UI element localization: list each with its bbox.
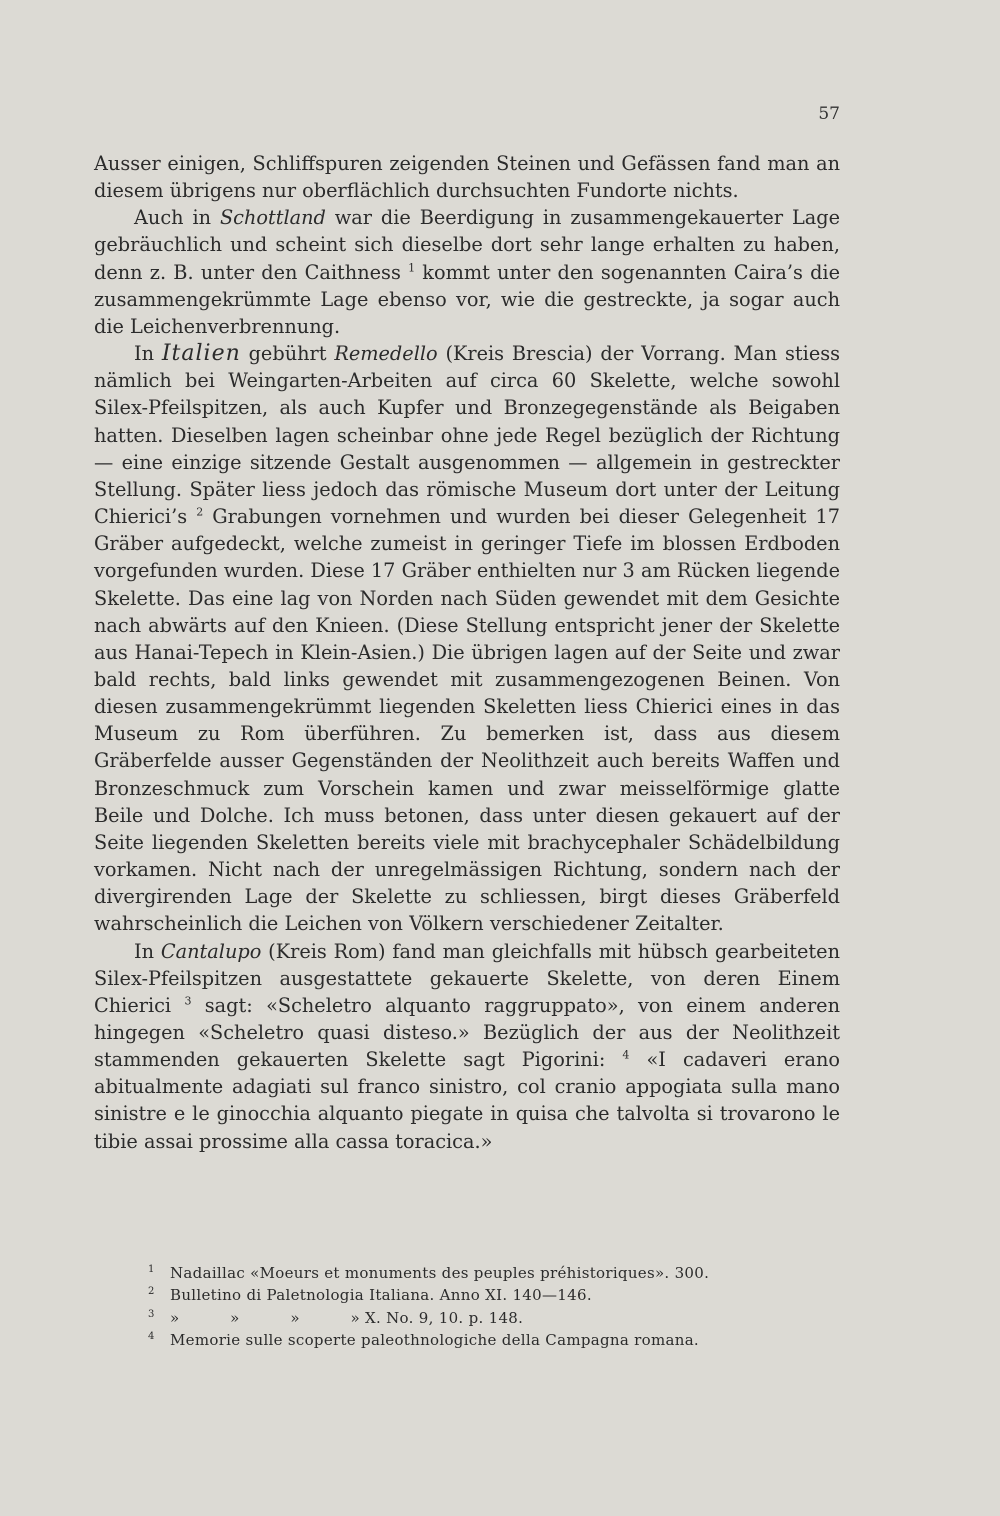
- text-run: Auch in: [134, 206, 220, 230]
- text-run: «I cadaveri erano abitualmente adagiati sul franco sinistro, col cranio appogiata sulla mano sinistre e le ginocchia alquanto piegate in quisa che talvolta si trovarono le tibie assai prossime alla cassa toracica.»: [94, 1048, 840, 1153]
- text-run: Grabungen vornehmen und wurden bei dieser Gelegenheit 17 Gräber aufgedeckt, welche zumeist in geringer Tiefe im blossen Erdboden vorgefunden wurden. Diese 17 Gräber enthielten nur 3 am Rücken liegende Skelette. Das eine lag von Norden nach Süden gewendet mit dem Gesichte nach abwärts auf den Knieen. (Diese Stellung entspricht jener der Skelette aus Hanai-Tepech in Klein-Asien.) Die übrigen lagen auf der Seite und zwar bald rechts, bald links gewendet mit zusammengezogenen Beinen. Von diesen zusammengekrümmt liegenden Skeletten liess Chierici eines in das Museum zu Rom überführen. Zu bemerken ist, dass aus diesem Gräberfelde ausser Gegenständen der Neolithzeit auch bereits Waffen und Bronzeschmuck zum Vorschein kamen und zwar meisselförmige glatte Beile und Dolche. Ich muss betonen, dass unter diesen gekauert auf der Seite liegenden Skeletten bereits viele mit brachycephaler Schädelbildung vorkamen. Nicht nach der unregelmässigen Richtung, sondern nach der divergirenden Lage der Skelette zu schliessen, birgt dieses Gräberfeld wahrscheinlich die Leichen von Völkern verschiedener Zeitalter.: [94, 505, 841, 936]
- paragraph-p2: [94, 204, 840, 340]
- footnote-item: 1 Nadaillac «Moeurs et monuments des peuples préhistoriques». 300.: [148, 1264, 710, 1282]
- paragraph-p4: [94, 938, 840, 1155]
- footnote-item: 4 Memorie sulle scoperte paleothnologiche della Campagna romana.: [148, 1331, 700, 1350]
- footnote-reference: 3: [184, 994, 192, 1008]
- text-run: In: [134, 342, 162, 366]
- text-run: In: [134, 939, 161, 963]
- footnote-item: 2 Bulletino di Paletnologia Italiana. Anno XI. 140—146.: [148, 1286, 592, 1305]
- text-run: sagt: «Scheletro alquanto raggruppato», von einem anderen hingegen «Scheletro quasi disteso.» Bezüglich der aus der Neolithzeit stammenden gekauerten Skelette sagt Pigorini:: [94, 993, 841, 1072]
- paragraph-p1: [94, 150, 840, 204]
- footnote-text: » » » » X. No. 9, 10. p. 148.: [170, 1308, 524, 1327]
- body-text: [94, 150, 840, 1155]
- footnote-text: Nadaillac «Moeurs et monuments des peuples préhistoriques». 300.: [170, 1264, 710, 1282]
- footnote-reference: 4: [622, 1048, 630, 1062]
- page-number: 57: [818, 104, 840, 124]
- italic-term: Remedello: [334, 342, 438, 366]
- footnote-item: 3 » » » » X. No. 9, 10. p. 148.: [148, 1308, 524, 1327]
- text-run: war die Beerdigung in zusammengekauerter Lage gebräuchlich und scheint sich dieselbe dort sehr lange erhalten zu haben, denn z. B. unter den Caithness: [94, 206, 840, 284]
- footnote-reference: 1: [408, 261, 416, 275]
- text-run: gebührt: [240, 342, 335, 366]
- footnote-reference: 2: [196, 505, 204, 519]
- paragraph-p3: [94, 340, 840, 937]
- italic-term: Schottland: [219, 206, 326, 230]
- footnotes: [148, 1262, 808, 1352]
- text-run: (Kreis Rom) fand man gleichfalls mit hübsch gearbeiteten Silex-Pfeilspitzen ausgestattete gekauerte Skelette, von deren Einem Chierici: [94, 939, 840, 1017]
- emphasized-term: Italien: [161, 341, 241, 367]
- footnote-text: Bulletino di Paletnologia Italiana. Anno XI. 140—146.: [170, 1286, 592, 1305]
- text-run: Ausser einigen, Schliffspuren zeigenden Steinen und Gefässen fand man an diesem übrigens nur oberflächlich durchsuchten Fundorte nichts.: [94, 152, 840, 203]
- footnote-text: Memorie sulle scoperte paleothnologiche della Campagna romana.: [170, 1331, 700, 1350]
- italic-term: Cantalupo: [160, 939, 262, 963]
- text-run: (Kreis Brescia) der Vorrang. Man stiess nämlich bei Weingarten-Arbeiten auf circa 60 Skelette, welche sowohl Silex-Pfeilspitzen, als auch Kupfer und Bronzegegenstände als Beigaben hatten. Dieselben lagen scheinbar ohne jede Regel bezüglich der Richtung — eine einzige sitzende Gestalt ausgenommen — allgemein in gestreckter Stellung. Später liess jedoch das römische Museum dort unter der Leitung Chierici’s: [94, 342, 841, 529]
- text-run: kommt unter den sogenannten Caira’s die zusammengekrümmte Lage ebenso vor, wie die gestreckte, ja sogar auch die Leichenverbrennung.: [94, 260, 841, 338]
